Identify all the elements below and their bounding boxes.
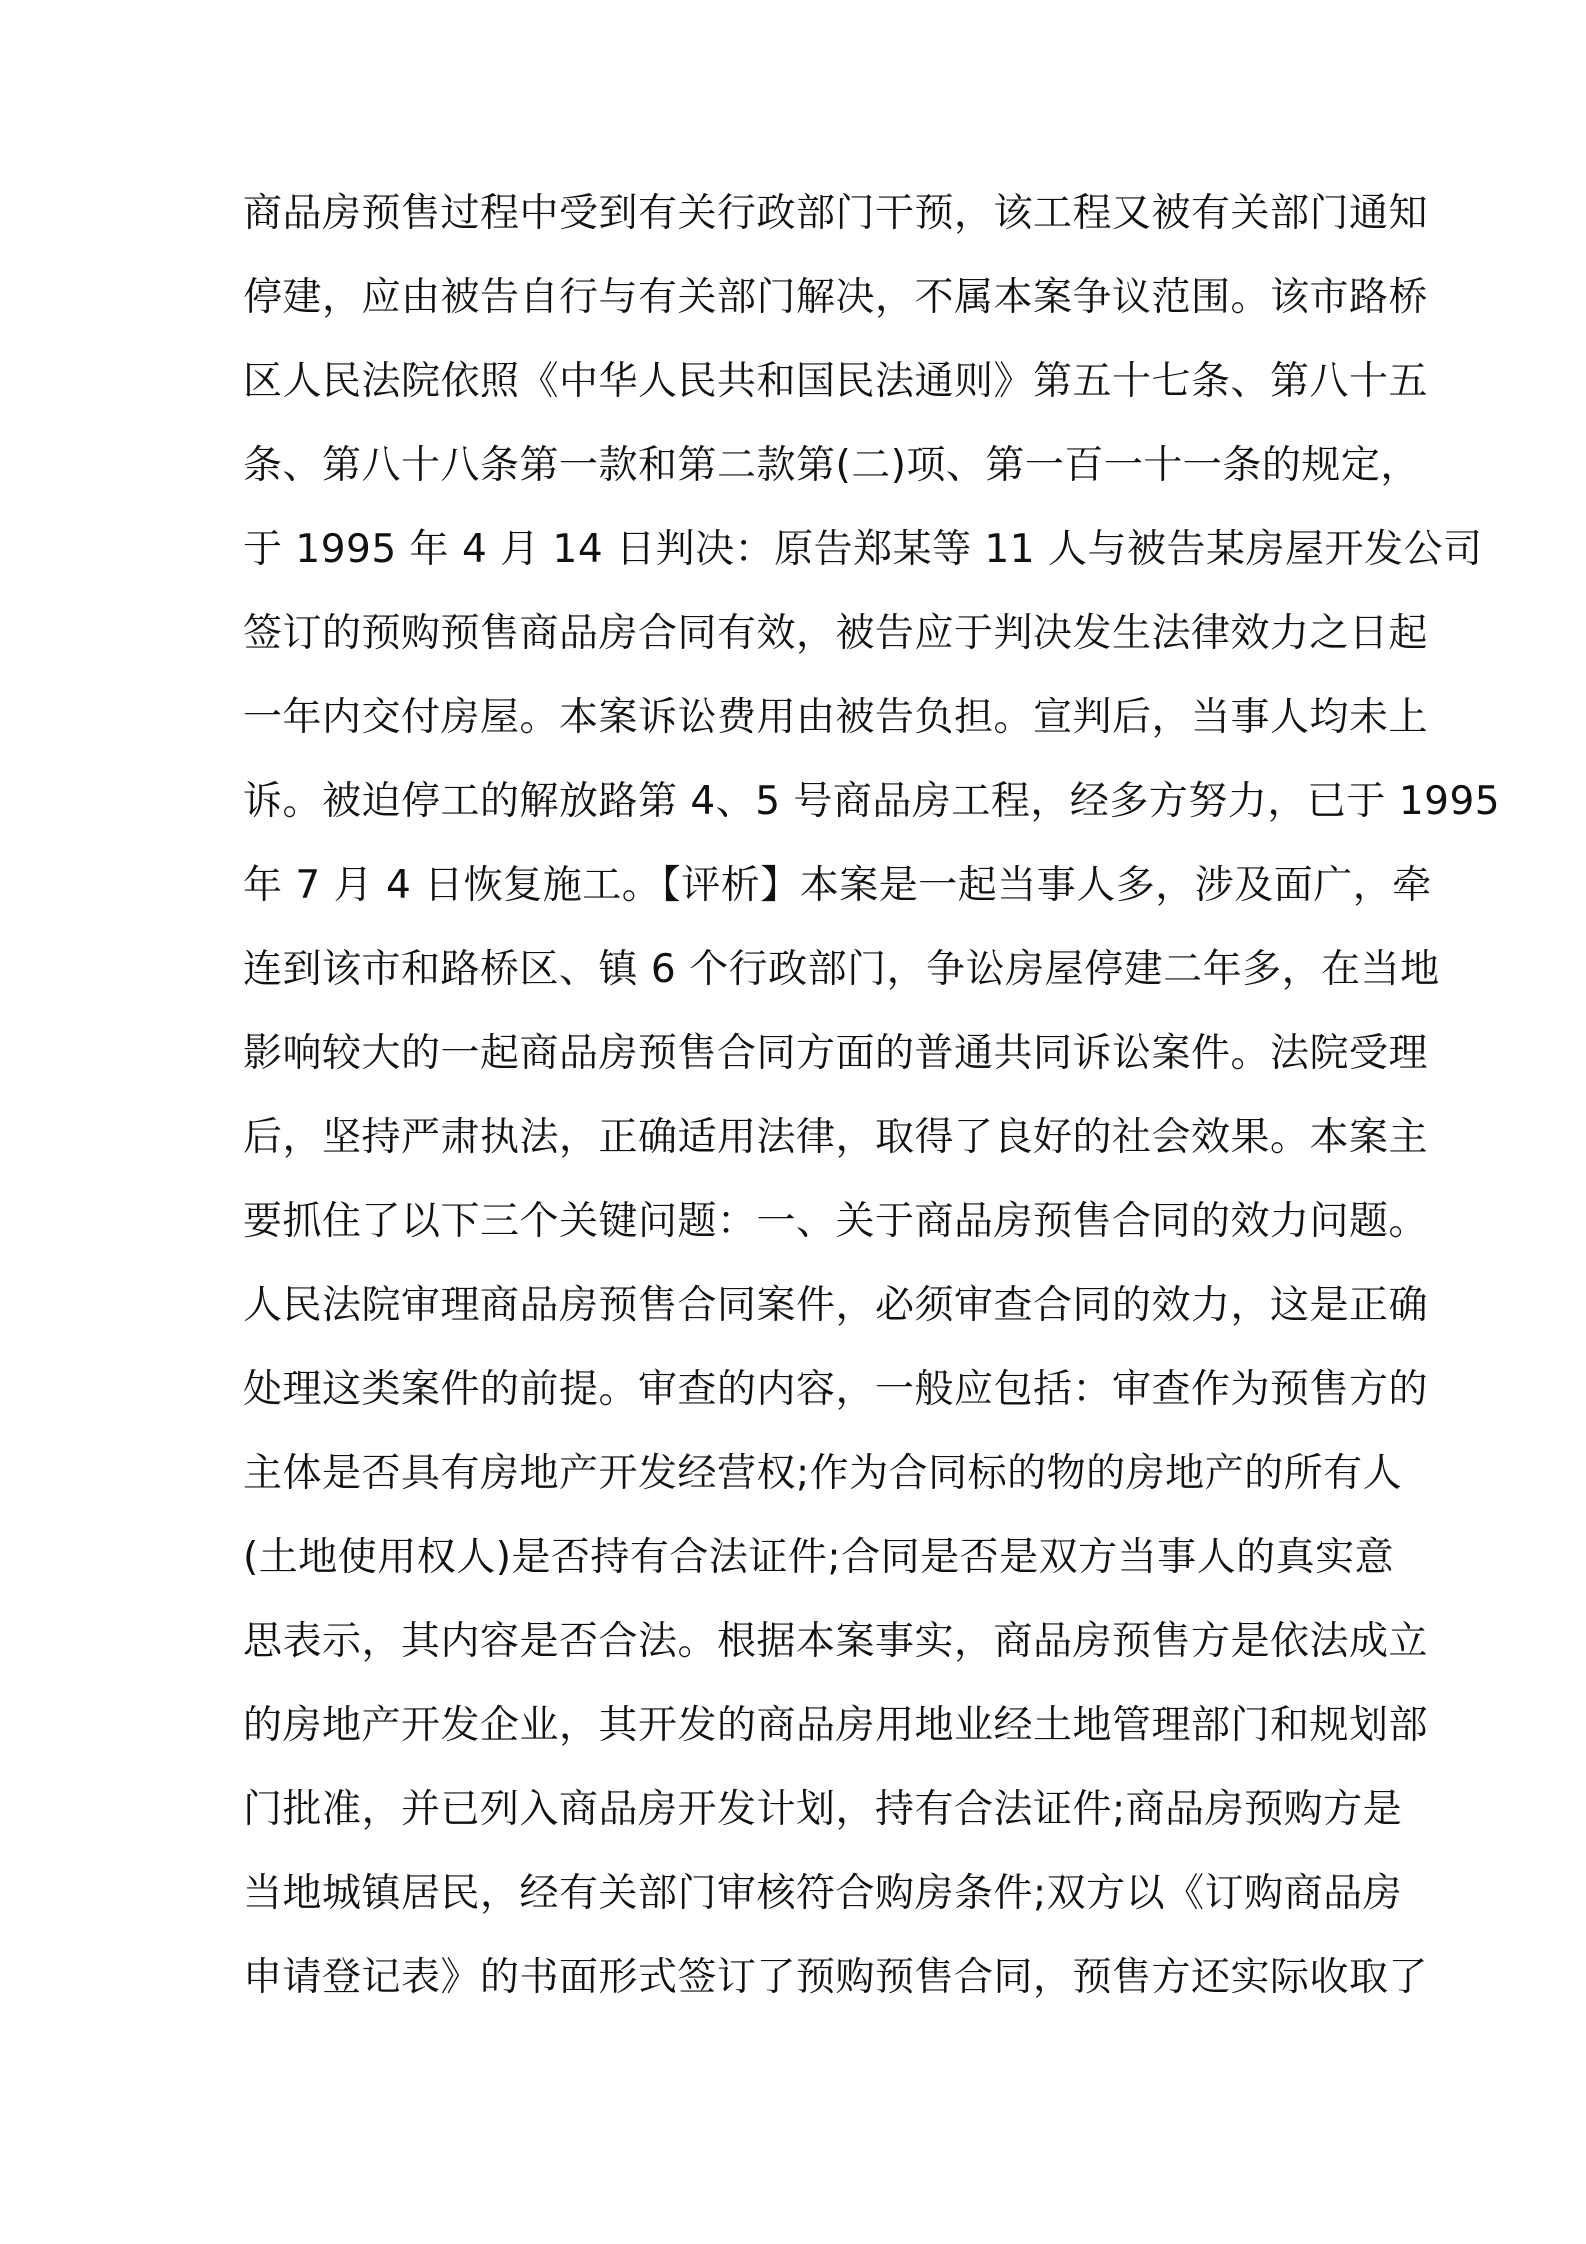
text-line: 的房地产开发企业，其开发的商品房用地业经土地管理部门和规划部 <box>243 1703 1429 1748</box>
text-line: 当地城镇居民，经有关部门审核符合购房条件;双方以《订购商品房 <box>243 1871 1403 1916</box>
text-line: 后，坚持严肃执法，正确适用法律，取得了良好的社会效果。本案主 <box>243 1115 1429 1160</box>
text-line: 签订的预购预售商品房合同有效，被告应于判决发生法律效力之日起 <box>243 611 1429 656</box>
text-line: 门批准，并已列入商品房开发计划，持有合法证件;商品房预购方是 <box>243 1787 1403 1832</box>
text-line: 停建，应由被告自行与有关部门解决，不属本案争议范围。该市路桥 <box>243 275 1429 320</box>
text-line: 处理这类案件的前提。审查的内容，一般应包括：审查作为预售方的 <box>243 1367 1429 1412</box>
text-line: 要抓住了以下三个关键问题：一、关于商品房预售合同的效力问题。 <box>243 1199 1429 1244</box>
text-line: 思表示，其内容是否合法。根据本案事实，商品房预售方是依法成立 <box>243 1619 1429 1664</box>
text-line: 主体是否具有房地产开发经营权;作为合同标的物的房地产的所有人 <box>243 1451 1403 1496</box>
text-line: 诉。被迫停工的解放路第 4、5 号商品房工程，经多方努力，已于 1995 <box>243 779 1501 824</box>
text-line: 年 7 月 4 日恢复施工。【评析】本案是一起当事人多，涉及面广，牵 <box>243 863 1432 908</box>
text-line: 于 1995 年 4 月 14 日判决：原告郑某等 11 人与被告某房屋开发公司 <box>243 527 1483 572</box>
text-line: 人民法院审理商品房预售合同案件，必须审查合同的效力，这是正确 <box>243 1283 1429 1328</box>
text-line: 条、第八十八条第一款和第二款第(二)项、第一百一十一条的规定， <box>243 443 1420 488</box>
text-line: 申请登记表》的书面形式签订了预购预售合同，预售方还实际收取了 <box>243 1955 1429 2000</box>
text-line: 一年内交付房屋。本案诉讼费用由被告负担。宣判后，当事人均未上 <box>243 695 1429 740</box>
text-line: 影响较大的一起商品房预售合同方面的普通共同诉讼案件。法院受理 <box>243 1031 1429 1076</box>
text-line: (土地使用权人)是否持有合法证件;合同是否是双方当事人的真实意 <box>243 1535 1395 1580</box>
text-line: 商品房预售过程中受到有关行政部门干预，该工程又被有关部门通知 <box>243 191 1429 236</box>
text-line: 连到该市和路桥区、镇 6 个行政部门，争讼房屋停建二年多，在当地 <box>243 947 1440 992</box>
text-line: 区人民法院依照《中华人民共和国民法通则》第五十七条、第八十五 <box>243 359 1429 404</box>
body-text <box>243 172 1501 2020</box>
